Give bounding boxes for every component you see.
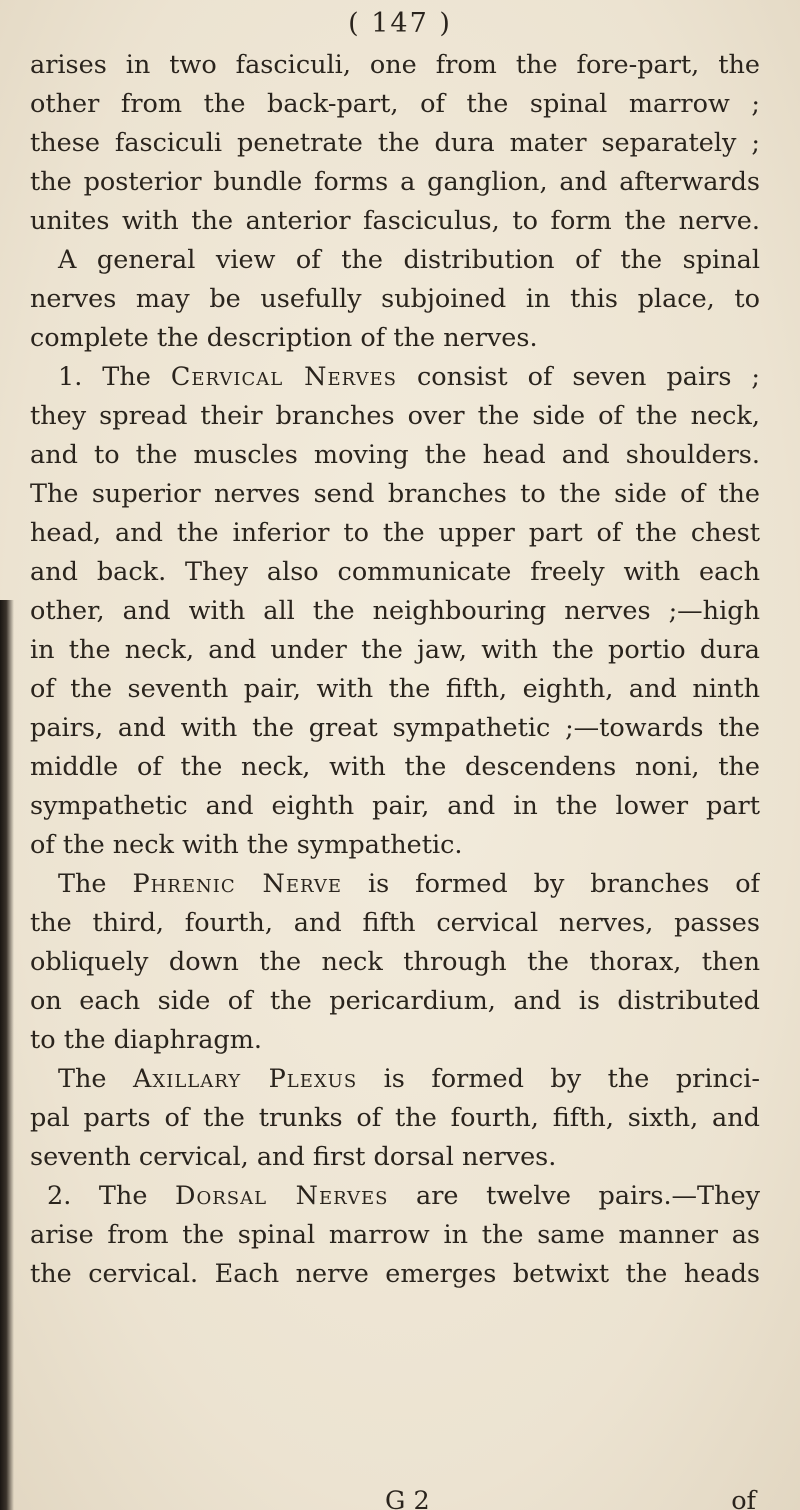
text-line: sympathetic and eighth pair, and in the lower part bbox=[30, 791, 760, 821]
text-line: of the seventh pair, with the fifth, eighth, and ninth bbox=[30, 674, 760, 704]
text-line: The superior nerves send branches to the side of the bbox=[30, 479, 760, 509]
text-line: seventh cervical, and first dorsal nerves. bbox=[30, 1142, 557, 1172]
cervical-nerves-heading: Cervical Nerves bbox=[170, 362, 398, 392]
text-line: pairs, and with the great sympathetic ;—towards the bbox=[30, 713, 760, 743]
text-line: middle of the neck, with the descendens noni, the bbox=[30, 752, 760, 782]
dorsal-prefix: 2. The bbox=[47, 1181, 176, 1211]
axillary-suffix: is formed by the princi- bbox=[357, 1064, 760, 1094]
phrenic-prefix: The bbox=[58, 869, 133, 899]
text-line: arises in two fasciculi, one from the fore-part, the bbox=[30, 50, 760, 80]
page-number: ( 147 ) bbox=[348, 8, 452, 39]
text-line: head, and the inferior to the upper part of the chest bbox=[30, 518, 760, 548]
text-line: nerves may be usefully subjoined in this place, to bbox=[30, 284, 760, 314]
body-text bbox=[30, 46, 760, 1294]
text-line: complete the description of the nerves. bbox=[30, 323, 538, 353]
phrenic-nerve-heading: Phrenic Nerve bbox=[132, 869, 343, 899]
cervical-heading-line bbox=[30, 358, 760, 397]
text-line: in the neck, and under the jaw, with the portio dura bbox=[30, 635, 760, 665]
cervical-suffix: consist of seven pairs ; bbox=[397, 362, 760, 392]
dorsal-heading-line bbox=[30, 1177, 760, 1216]
text-line: these fasciculi penetrate the dura mater separately ; bbox=[30, 128, 760, 158]
text-line: other from the back-part, of the spinal marrow ; bbox=[30, 89, 760, 119]
text-line: the posterior bundle forms a ganglion, and afterwards bbox=[30, 167, 760, 197]
text-line: pal parts of the trunks of the fourth, fifth, sixth, and bbox=[30, 1103, 760, 1133]
axillary-plexus-heading: Axillary Plexus bbox=[133, 1064, 358, 1094]
dorsal-nerves-heading: Dorsal Nerves bbox=[175, 1181, 389, 1211]
text-line: unites with the anterior fasciculus, to form the nerve. bbox=[30, 206, 760, 236]
text-line: on each side of the pericardium, and is distributed bbox=[30, 986, 760, 1016]
axillary-heading-line bbox=[30, 1060, 760, 1099]
text-line: and back. They also communicate freely with each bbox=[30, 557, 760, 587]
text-line: to the diaphragm. bbox=[30, 1025, 263, 1055]
phrenic-suffix: is formed by branches of bbox=[342, 869, 760, 899]
text-line: of the neck with the sympathetic. bbox=[30, 830, 463, 860]
axillary-prefix: The bbox=[58, 1064, 133, 1094]
cervical-prefix: 1. The bbox=[58, 362, 171, 392]
binding-gutter-shadow bbox=[0, 600, 14, 1510]
text-line: the third, fourth, and fifth cervical nerves, passes bbox=[30, 908, 760, 938]
text-line: and to the muscles moving the head and shoulders. bbox=[30, 440, 760, 470]
dorsal-suffix: are twelve pairs.—They bbox=[388, 1181, 760, 1211]
signature-mark: G 2 bbox=[385, 1486, 430, 1510]
phrenic-heading-line bbox=[30, 865, 760, 904]
text-line: other, and with all the neighbouring nerves ;—high bbox=[30, 596, 760, 626]
footer-line bbox=[30, 1482, 756, 1510]
text-line: A general view of the distribution of the spinal bbox=[58, 245, 760, 275]
text-line: they spread their branches over the side of the neck, bbox=[30, 401, 760, 431]
text-line: obliquely down the neck through the thorax, then bbox=[30, 947, 760, 977]
text-line: arise from the spinal marrow in the same manner as bbox=[30, 1220, 760, 1250]
text-line: the cervical. Each nerve emerges betwixt the heads bbox=[30, 1259, 760, 1289]
catchword: of bbox=[731, 1486, 756, 1510]
